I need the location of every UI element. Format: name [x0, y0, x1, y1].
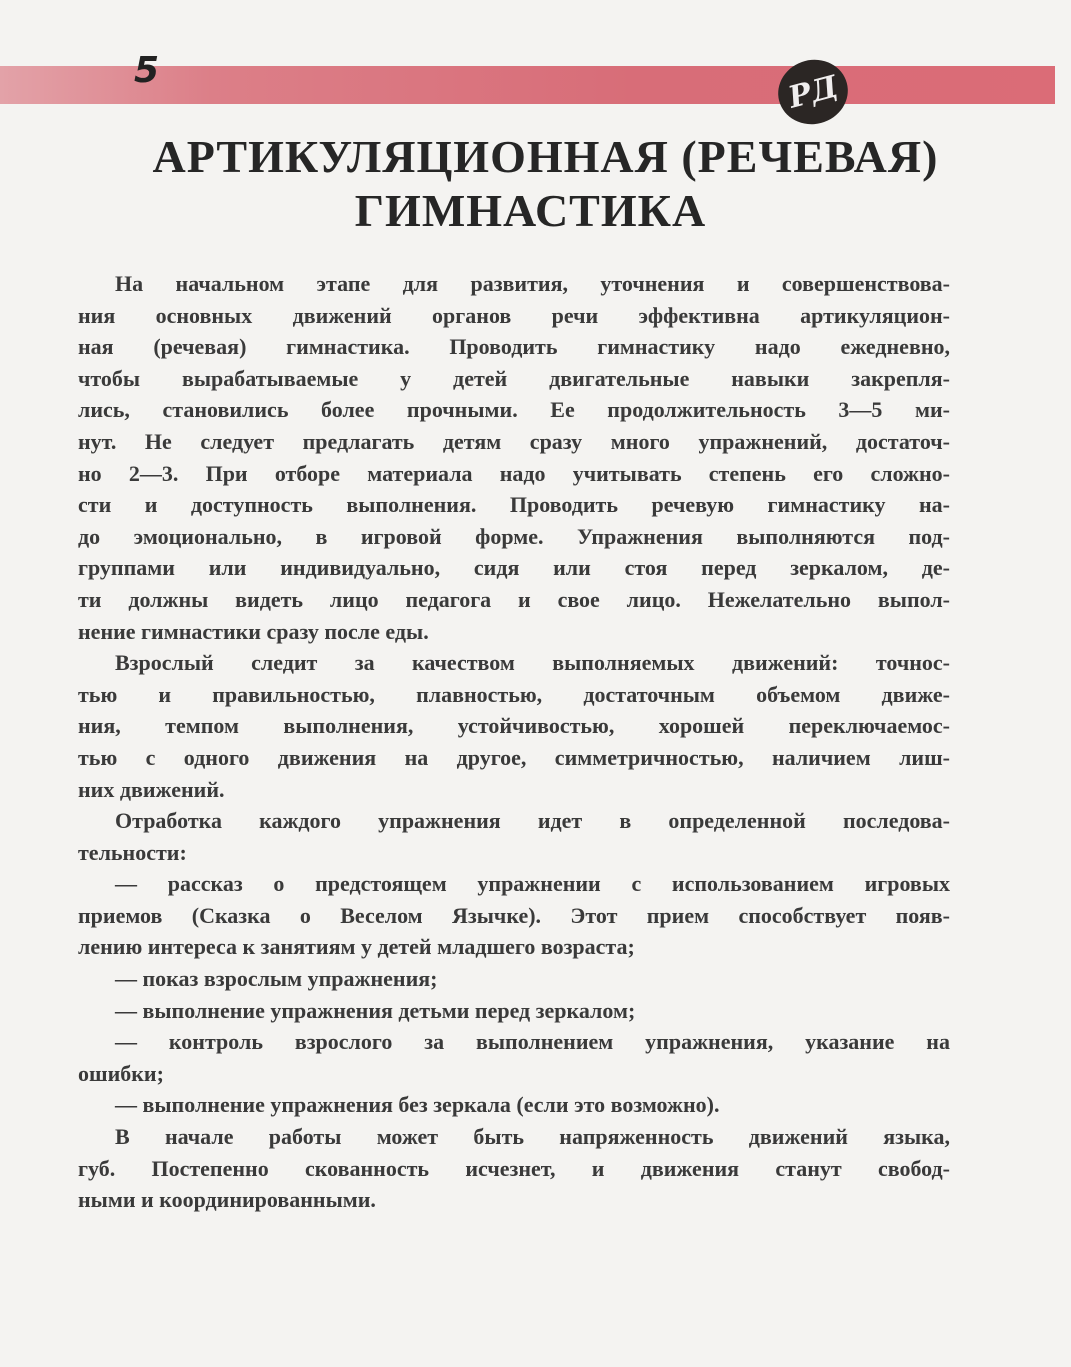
- body-text: [78, 268, 950, 1216]
- text-line: приемов (Сказка о Веселом Язычке). Этот прием способствует появ-: [78, 902, 950, 928]
- page-number: 5: [134, 50, 160, 91]
- text-line: На начальном этапе для развития, уточнения и совершенствова-: [115, 271, 950, 296]
- text-line: нение гимнастики сразу после еды.: [78, 618, 429, 644]
- publisher-logo: РД: [771, 52, 855, 132]
- paragraph: [78, 1026, 950, 1089]
- page-title-line-2: ГИМНАСТИКА: [354, 185, 707, 236]
- text-line: — рассказ о предстоящем упражнении с использованием игровых: [115, 871, 950, 897]
- text-line: до эмоционально, в игровой форме. Упражнения выполняются под-: [78, 523, 950, 549]
- text-line: чтобы вырабатываемые у детей двигательные навыки закрепля-: [78, 365, 950, 391]
- text-line: них движений.: [78, 776, 225, 802]
- text-line: ными и координированными.: [78, 1187, 376, 1213]
- text-line: — выполнение упражнения детьми перед зеркалом;: [115, 997, 636, 1023]
- text-line: тью и правильностью, плавностью, достаточным объемом движе-: [78, 681, 950, 707]
- paragraph: [78, 963, 950, 995]
- page-title-line-1: АРТИКУЛЯЦИОННАЯ (РЕЧЕВАЯ): [152, 131, 939, 182]
- text-line: — контроль взрослого за выполнением упражнения, указание на: [115, 1029, 950, 1055]
- text-line: лению интереса к занятиям у детей младшего возраста;: [78, 934, 635, 960]
- paragraph: [78, 647, 950, 805]
- text-line: группами или индивидуально, сидя или стоя перед зеркалом, де-: [78, 555, 950, 581]
- text-line: тельности:: [78, 839, 187, 865]
- text-line: ния основных движений органов речи эффективна артикуляцион-: [78, 302, 950, 328]
- text-line: ная (речевая) гимнастика. Проводить гимнастику надо ежедневно,: [78, 334, 950, 360]
- paragraph: [78, 1089, 950, 1121]
- text-line: ошибки;: [78, 1060, 164, 1086]
- text-line: — выполнение упражнения без зеркала (если это возможно).: [115, 1092, 720, 1118]
- text-line: Отработка каждого упражнения идет в определенной последова-: [115, 808, 950, 834]
- paragraph: [78, 1121, 950, 1216]
- text-line: ния, темпом выполнения, устойчивостью, хорошей переключаемос-: [78, 713, 950, 739]
- text-line: — показ взрослым упражнения;: [115, 966, 438, 992]
- text-line: нут. Не следует предлагать детям сразу много упражнений, достаточ-: [78, 428, 950, 454]
- paragraph: [78, 995, 950, 1027]
- text-line: тью с одного движения на другое, симметричностью, наличием лиш-: [78, 744, 950, 770]
- paragraph: [78, 805, 950, 868]
- text-line: но 2—3. При отборе материала надо учитывать степень его сложно-: [78, 460, 950, 486]
- text-line: ти должны видеть лицо педагога и свое лицо. Нежелательно выпол-: [78, 586, 950, 612]
- paragraph: [78, 268, 950, 647]
- paragraph: [78, 868, 950, 963]
- text-line: сти и доступность выполнения. Проводить речевую гимнастику на-: [78, 492, 950, 518]
- text-line: губ. Постепенно скованность исчезнет, и движения станут свобод-: [78, 1155, 950, 1181]
- text-line: В начале работы может быть напряженность движений языка,: [115, 1124, 950, 1150]
- text-line: Взрослый следит за качеством выполняемых движений: точнос-: [115, 650, 950, 676]
- text-line: лись, становились более прочными. Ее продолжительность 3—5 ми-: [78, 397, 950, 423]
